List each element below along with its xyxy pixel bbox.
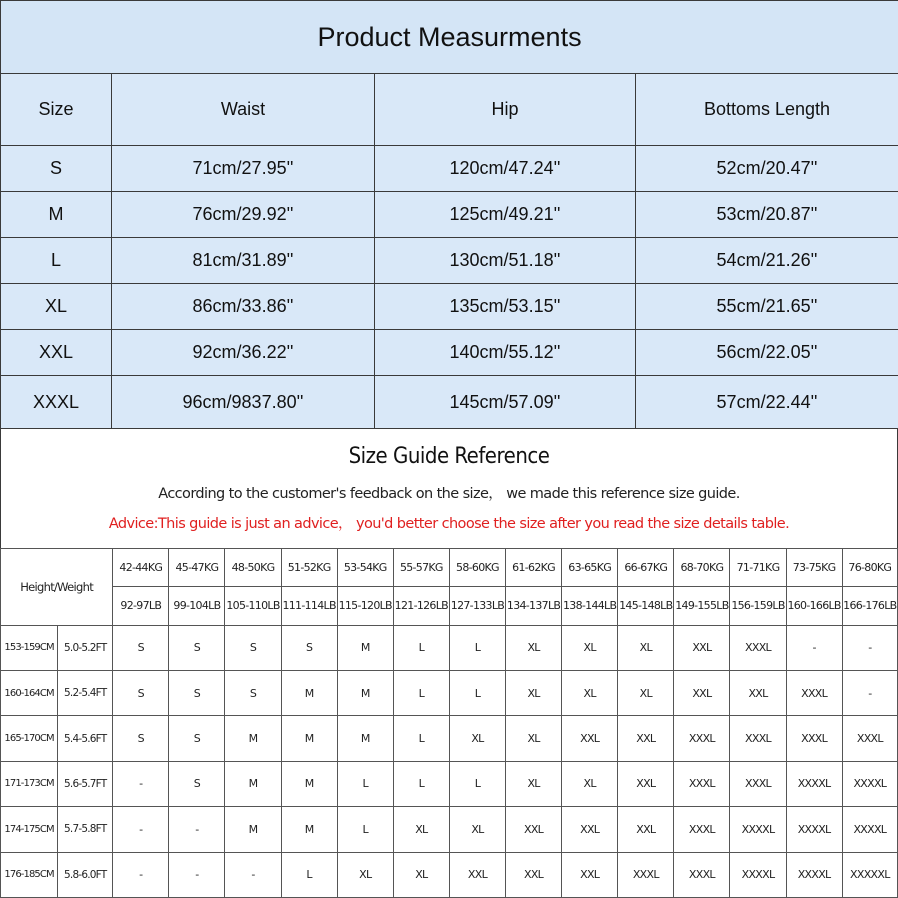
weight-kg-header: 76-80KG (842, 549, 897, 587)
weight-lb-header: 149-155LB (674, 587, 730, 625)
height-ft: 5.8-6.0FT (58, 852, 113, 897)
recommended-size: XXL (562, 807, 618, 852)
weight-lb-header: 115-120LB (337, 587, 393, 625)
cell-bottoms-length: 52cm/20.47'' (636, 146, 898, 192)
recommended-size: S (113, 625, 169, 670)
recommended-size: M (225, 716, 281, 761)
recommended-size: XL (618, 625, 674, 670)
recommended-size: L (393, 671, 449, 716)
weight-kg-header: 45-47KG (169, 549, 225, 587)
weight-lb-header: 156-159LB (730, 587, 786, 625)
weight-kg-header: 58-60KG (449, 549, 505, 587)
recommended-size: XL (562, 761, 618, 806)
measurement-row (1, 330, 898, 376)
height-ft: 5.2-5.4FT (58, 671, 113, 716)
recommended-size: XXXL (730, 716, 786, 761)
weight-lb-header: 166-176LB (842, 587, 897, 625)
recommended-size: XXL (562, 716, 618, 761)
recommended-size: XL (393, 807, 449, 852)
recommended-size: XL (449, 807, 505, 852)
measurement-row (1, 146, 898, 192)
recommended-size: XXL (449, 852, 505, 897)
recommended-size: XXXXL (842, 807, 897, 852)
height-ft: 5.0-5.2FT (58, 625, 113, 670)
cell-size: L (1, 238, 112, 284)
recommended-size: XXL (674, 625, 730, 670)
reference-note: According to the customer's feedback on the size， we made this reference size guide. (158, 486, 740, 502)
recommended-size: L (393, 761, 449, 806)
recommended-size: XXXXL (786, 852, 842, 897)
recommended-size: XXL (618, 807, 674, 852)
recommended-size: L (281, 852, 337, 897)
weight-kg-header: 48-50KG (225, 549, 281, 587)
cell-hip: 125cm/49.21'' (375, 192, 636, 238)
recommended-size: XXXL (842, 716, 897, 761)
cell-bottoms-length: 53cm/20.87'' (636, 192, 898, 238)
recommended-size: XXXL (674, 807, 730, 852)
height-cm: 160-164CM (1, 671, 58, 716)
header-size: Size (1, 74, 112, 146)
height-row (1, 716, 898, 761)
recommended-size: S (169, 625, 225, 670)
measurement-row (1, 284, 898, 330)
height-row (1, 761, 898, 806)
recommended-size: XL (393, 852, 449, 897)
recommended-size: M (337, 671, 393, 716)
height-row (1, 852, 898, 897)
weight-lb-row (1, 587, 898, 625)
height-cm: 174-175CM (1, 807, 58, 852)
recommended-size: L (449, 761, 505, 806)
recommended-size: XXL (506, 852, 562, 897)
weight-kg-header: 53-54KG (337, 549, 393, 587)
weight-lb-header: 99-104LB (169, 587, 225, 625)
recommended-size: S (169, 761, 225, 806)
reference-advice: Advice:This guide is just an advice， you'd better choose the size after you read the size details table. (108, 516, 790, 532)
recommended-size: XXL (730, 671, 786, 716)
recommended-size: - (113, 852, 169, 897)
recommended-size: XXXL (786, 716, 842, 761)
recommended-size: S (169, 671, 225, 716)
weight-kg-row (1, 549, 898, 587)
reference-title: Size Guide Reference (348, 444, 550, 469)
recommended-size: - (842, 671, 897, 716)
recommended-size: XXXL (674, 761, 730, 806)
recommended-size: XXXL (786, 671, 842, 716)
recommended-size: XXL (618, 761, 674, 806)
recommended-size: XL (506, 671, 562, 716)
recommended-size: S (225, 671, 281, 716)
header-hip: Hip (375, 74, 636, 146)
weight-kg-header: 42-44KG (113, 549, 169, 587)
weight-kg-header: 55-57KG (393, 549, 449, 587)
recommended-size: - (169, 807, 225, 852)
cell-size: M (1, 192, 112, 238)
weight-kg-header: 71-71KG (730, 549, 786, 587)
weight-lb-header: 134-137LB (506, 587, 562, 625)
measurement-title: Product Measurments (1, 1, 898, 74)
recommended-size: XXXXL (786, 807, 842, 852)
recommended-size: L (449, 625, 505, 670)
measurement-row (1, 192, 898, 238)
recommended-size: XXL (618, 716, 674, 761)
weight-lb-header: 145-148LB (618, 587, 674, 625)
recommended-size: - (225, 852, 281, 897)
recommended-size: M (281, 716, 337, 761)
recommended-size: XXXL (674, 852, 730, 897)
recommended-size: XXXL (618, 852, 674, 897)
recommended-size: XXXL (674, 716, 730, 761)
recommended-size: - (842, 625, 897, 670)
measurement-row (1, 376, 898, 429)
recommended-size: XXL (562, 852, 618, 897)
recommended-size: S (113, 671, 169, 716)
height-cm: 165-170CM (1, 716, 58, 761)
recommended-size: M (225, 807, 281, 852)
recommended-size: XXXL (730, 761, 786, 806)
recommended-size: XL (449, 716, 505, 761)
cell-hip: 135cm/53.15'' (375, 284, 636, 330)
cell-size: XL (1, 284, 112, 330)
recommended-size: S (281, 625, 337, 670)
recommended-size: S (169, 716, 225, 761)
recommended-size: - (786, 625, 842, 670)
recommended-size: XXL (506, 807, 562, 852)
recommended-size: L (449, 671, 505, 716)
cell-size: XXL (1, 330, 112, 376)
cell-waist: 76cm/29.92'' (112, 192, 375, 238)
recommended-size: M (337, 716, 393, 761)
measurement-row (1, 238, 898, 284)
recommended-size: L (337, 807, 393, 852)
height-row (1, 671, 898, 716)
recommended-size: XL (337, 852, 393, 897)
header-bottoms-length: Bottoms Length (636, 74, 898, 146)
cell-waist: 96cm/9837.80'' (112, 376, 375, 429)
recommended-size: - (113, 807, 169, 852)
height-ft: 5.6-5.7FT (58, 761, 113, 806)
cell-waist: 86cm/33.86'' (112, 284, 375, 330)
weight-kg-header: 63-65KG (562, 549, 618, 587)
recommended-size: XL (506, 625, 562, 670)
cell-size: XXXL (1, 376, 112, 429)
recommended-size: XXXXL (786, 761, 842, 806)
cell-hip: 145cm/57.09'' (375, 376, 636, 429)
recommended-size: XL (562, 625, 618, 670)
cell-bottoms-length: 57cm/22.44'' (636, 376, 898, 429)
cell-bottoms-length: 56cm/22.05'' (636, 330, 898, 376)
height-cm: 171-173CM (1, 761, 58, 806)
weight-lb-header: 138-144LB (562, 587, 618, 625)
recommended-size: XL (562, 671, 618, 716)
cell-hip: 120cm/47.24'' (375, 146, 636, 192)
weight-lb-header: 105-110LB (225, 587, 281, 625)
weight-lb-header: 160-166LB (786, 587, 842, 625)
size-guide-table (0, 548, 898, 898)
recommended-size: XXXL (730, 625, 786, 670)
cell-waist: 92cm/36.22'' (112, 330, 375, 376)
measurement-table (0, 0, 898, 429)
height-row (1, 625, 898, 670)
height-ft: 5.7-5.8FT (58, 807, 113, 852)
recommended-size: M (281, 761, 337, 806)
height-weight-label: Height/Weight (1, 549, 113, 626)
weight-lb-header: 121-126LB (393, 587, 449, 625)
weight-lb-header: 111-114LB (281, 587, 337, 625)
cell-hip: 140cm/55.12'' (375, 330, 636, 376)
recommended-size: XXXXL (730, 807, 786, 852)
height-cm: 176-185CM (1, 852, 58, 897)
weight-lb-header: 127-133LB (449, 587, 505, 625)
recommended-size: XXL (674, 671, 730, 716)
recommended-size: M (337, 625, 393, 670)
height-ft: 5.4-5.6FT (58, 716, 113, 761)
weight-kg-header: 73-75KG (786, 549, 842, 587)
cell-hip: 130cm/51.18'' (375, 238, 636, 284)
height-row (1, 807, 898, 852)
recommended-size: L (337, 761, 393, 806)
recommended-size: XXXXXL (842, 852, 897, 897)
recommended-size: M (281, 807, 337, 852)
cell-size: S (1, 146, 112, 192)
cell-waist: 81cm/31.89'' (112, 238, 375, 284)
recommended-size: M (225, 761, 281, 806)
recommended-size: XL (506, 761, 562, 806)
recommended-size: XXXXL (842, 761, 897, 806)
weight-lb-header: 92-97LB (113, 587, 169, 625)
size-guide-reference (0, 428, 898, 548)
recommended-size: XL (618, 671, 674, 716)
recommended-size: - (113, 761, 169, 806)
recommended-size: XL (506, 716, 562, 761)
recommended-size: L (393, 716, 449, 761)
weight-kg-header: 51-52KG (281, 549, 337, 587)
weight-kg-header: 61-62KG (506, 549, 562, 587)
recommended-size: - (169, 852, 225, 897)
cell-bottoms-length: 55cm/21.65'' (636, 284, 898, 330)
weight-kg-header: 66-67KG (618, 549, 674, 587)
cell-bottoms-length: 54cm/21.26'' (636, 238, 898, 284)
recommended-size: S (225, 625, 281, 670)
recommended-size: M (281, 671, 337, 716)
recommended-size: XXXXL (730, 852, 786, 897)
height-cm: 153-159CM (1, 625, 58, 670)
recommended-size: L (393, 625, 449, 670)
cell-waist: 71cm/27.95'' (112, 146, 375, 192)
weight-kg-header: 68-70KG (674, 549, 730, 587)
header-waist: Waist (112, 74, 375, 146)
recommended-size: S (113, 716, 169, 761)
